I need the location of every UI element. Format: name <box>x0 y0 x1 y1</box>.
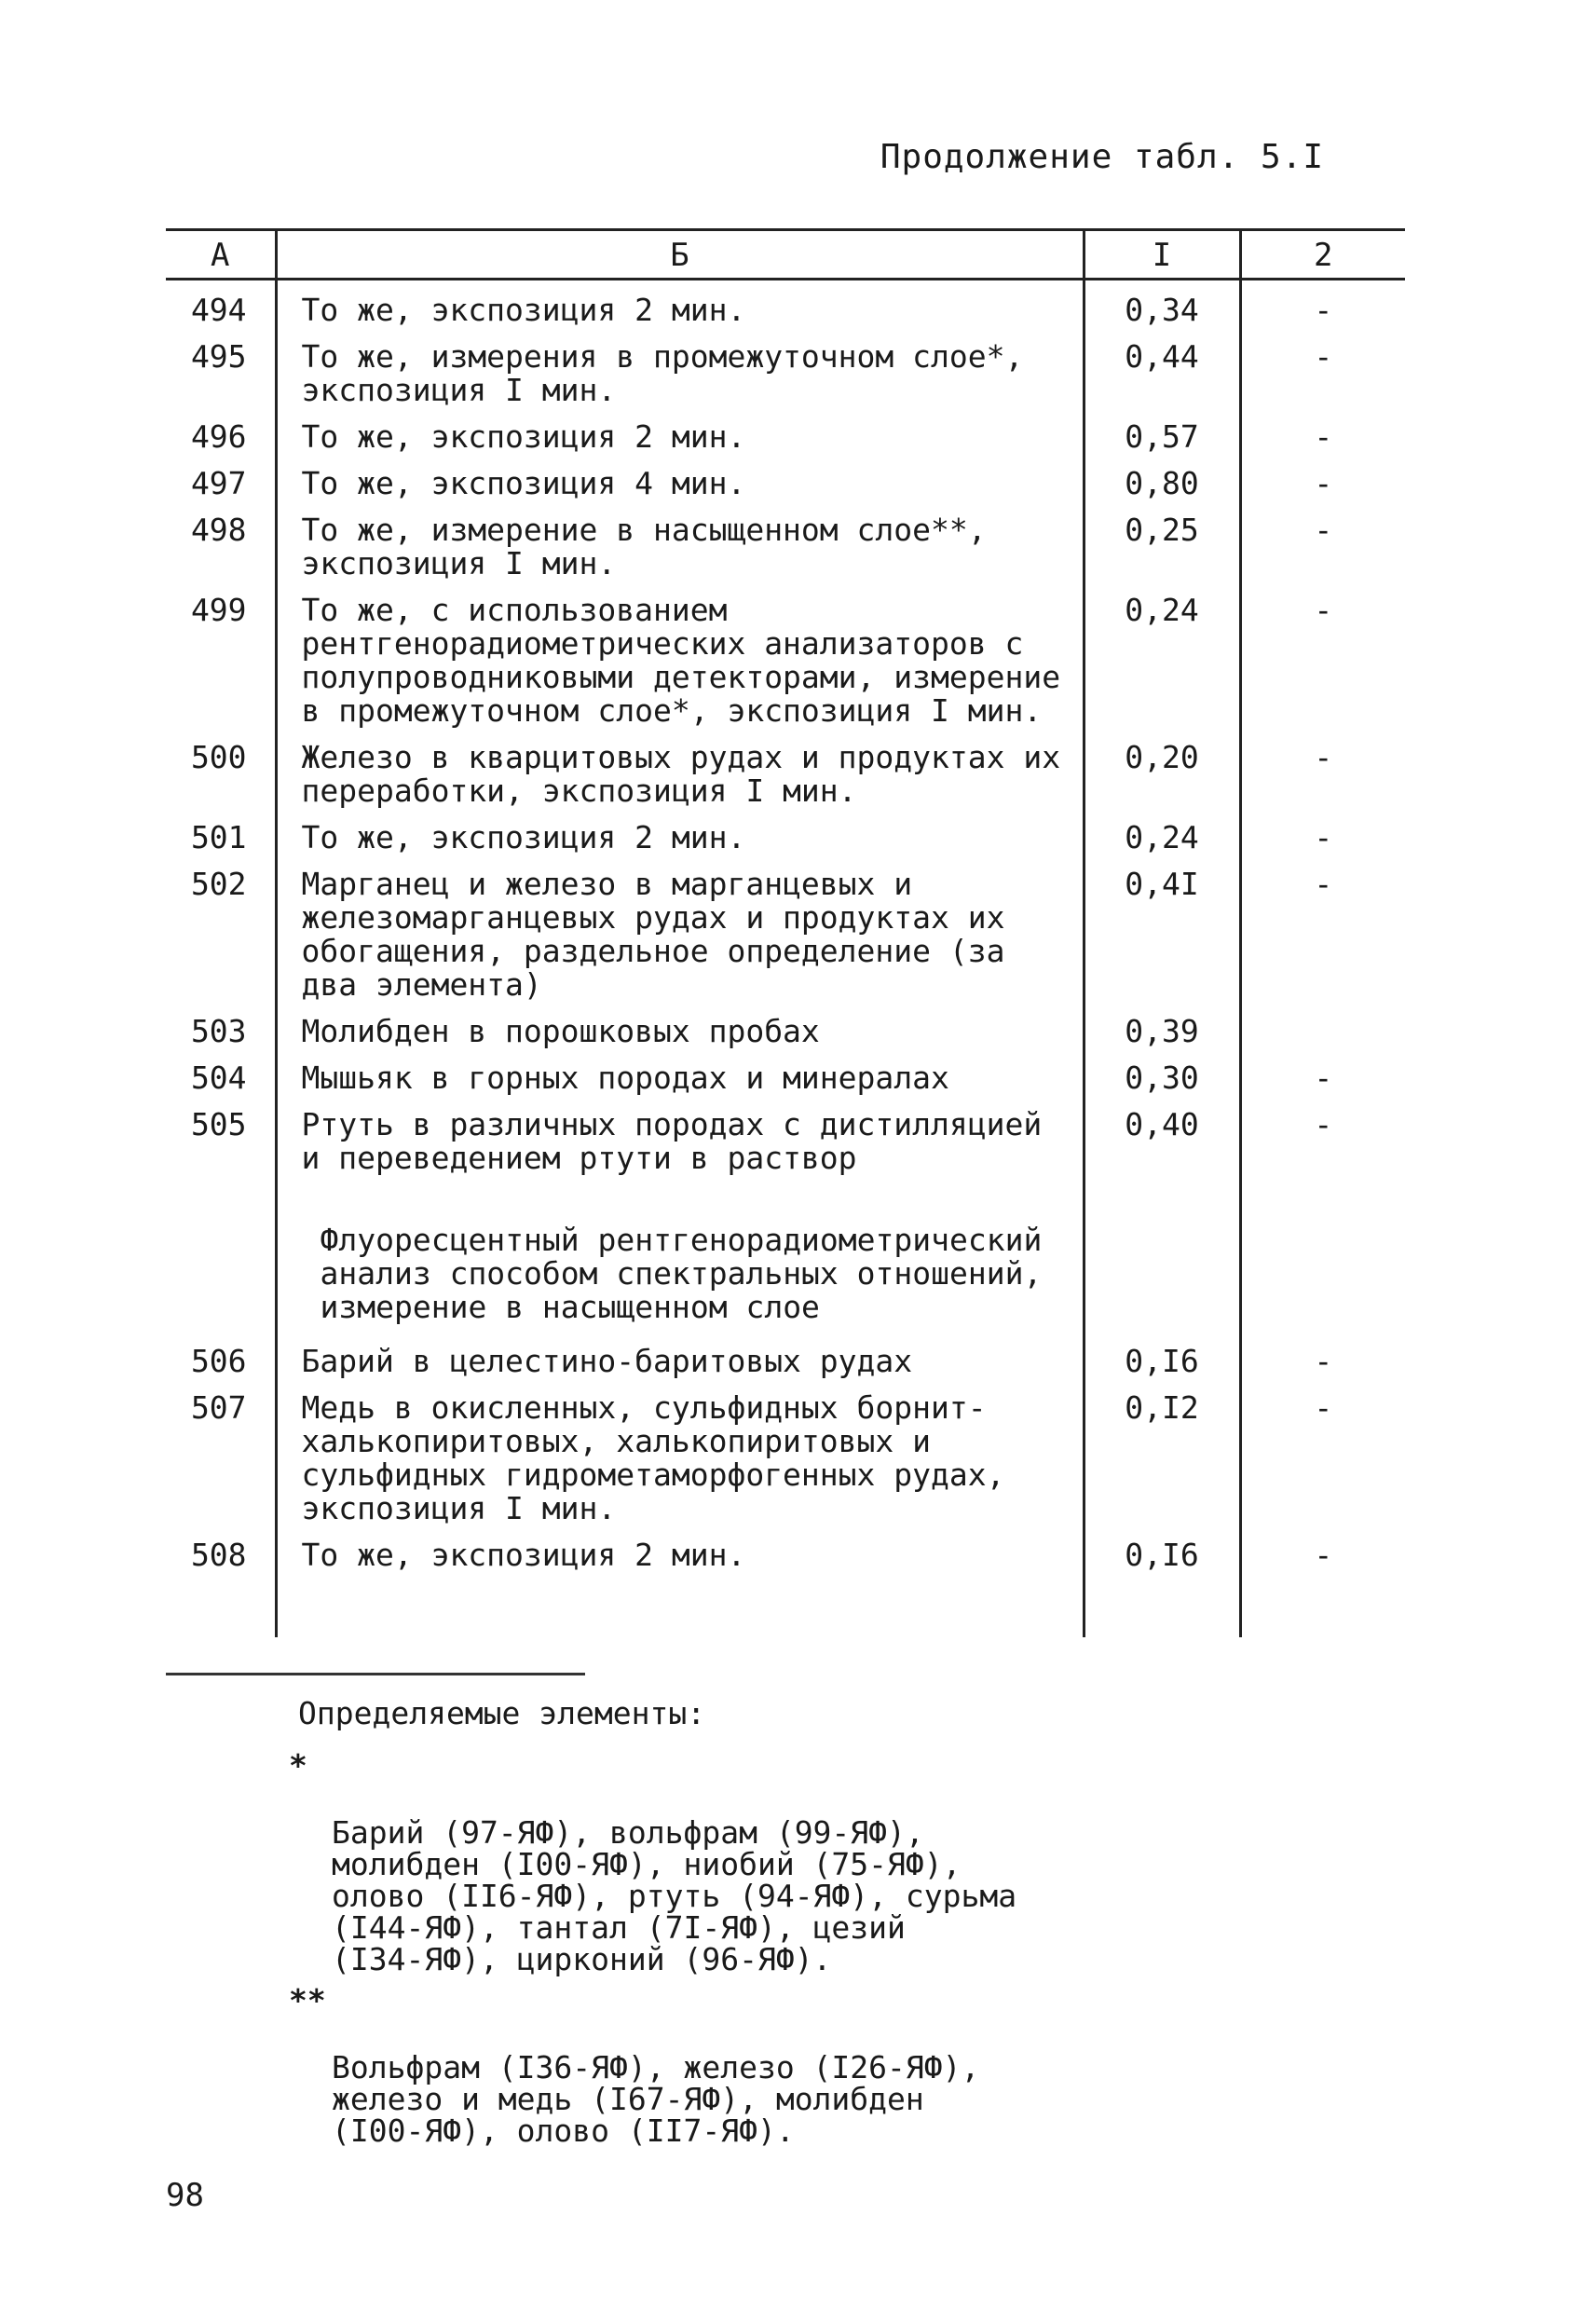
row-value-2: - <box>1240 420 1405 467</box>
table-row <box>166 280 1405 341</box>
row-value-2: - <box>1240 868 1405 1015</box>
row-value-2: - <box>1240 821 1405 868</box>
table-header-row <box>166 230 1405 280</box>
table-row <box>166 1108 1405 1188</box>
row-value-1: 0,I6 <box>1084 1538 1240 1637</box>
table-row <box>166 513 1405 594</box>
row-value-2: - <box>1240 467 1405 513</box>
section-note-row <box>166 1188 1405 1345</box>
row-number: 501 <box>190 819 247 855</box>
table-row <box>166 1538 1405 1637</box>
table-row <box>166 741 1405 821</box>
row-description: Медь в окисленных, сульфидных борнит-халькопиритовых, халькопиритовых и сульфидных гидрометаморфогенных рудах, экспозиция I мин. <box>276 1391 1084 1538</box>
row-value-1: 0,30 <box>1084 1061 1240 1108</box>
row-description: Барий в целестино-баритовых рудах <box>276 1345 1084 1391</box>
row-value-2: - <box>1240 741 1405 821</box>
row-number: 500 <box>190 739 247 775</box>
table-row <box>166 1015 1405 1061</box>
row-value-1: 0,20 <box>1084 741 1240 821</box>
footnote-text: Вольфрам (I36-ЯФ), железо (I26-ЯФ), железо и медь (I67-ЯФ), молибден (I00-ЯФ), олово (II7-ЯФ). <box>332 2049 980 2149</box>
row-value-2: - <box>1240 594 1405 741</box>
row-description: То же, экспозиция 2 мин. <box>276 280 1084 341</box>
footnotes <box>280 1695 1351 2160</box>
footnote-mark: * <box>289 1747 307 1784</box>
footnote-mark: ** <box>289 1982 326 2018</box>
row-description: То же, измерение в насыщенном слое**, экспозиция I мин. <box>276 513 1084 594</box>
row-number: 498 <box>190 512 247 548</box>
empty-cell <box>1084 1188 1240 1345</box>
column-header-2: 2 <box>1240 230 1405 280</box>
row-number: 494 <box>190 292 247 328</box>
row-value-1: 0,57 <box>1084 420 1240 467</box>
footnote-divider <box>166 1673 585 1675</box>
table-row <box>166 1345 1405 1391</box>
column-header-a: А <box>166 230 276 280</box>
row-description: То же, с использованием рентгенорадиометрических анализаторов с полупроводниковыми детекторами, измерение в промежуточном слое*, экспозиция I мин. <box>276 594 1084 741</box>
row-value-1: 0,80 <box>1084 467 1240 513</box>
data-table <box>166 228 1405 1637</box>
table-row <box>166 868 1405 1015</box>
empty-cell <box>166 1188 276 1345</box>
row-value-1: 0,24 <box>1084 594 1240 741</box>
row-value-2: - <box>1240 280 1405 341</box>
row-number: 508 <box>190 1537 247 1573</box>
row-value-1: 0,I6 <box>1084 1345 1240 1391</box>
row-description: Мышьяк в горных породах и минералах <box>276 1061 1084 1108</box>
row-value-2: - <box>1240 1538 1405 1637</box>
row-value-2 <box>1240 1015 1405 1061</box>
row-description: Железо в кварцитовых рудах и продуктах их переработки, экспозиция I мин. <box>276 741 1084 821</box>
row-description: То же, измерения в промежуточном слое*, экспозиция I мин. <box>276 340 1084 420</box>
row-description: Молибден в порошковых пробах <box>276 1015 1084 1061</box>
row-value-1: 0,4I <box>1084 868 1240 1015</box>
row-number: 495 <box>190 338 247 375</box>
row-value-2: - <box>1240 340 1405 420</box>
table-row <box>166 1061 1405 1108</box>
row-value-2: - <box>1240 1391 1405 1538</box>
table-row <box>166 420 1405 467</box>
row-value-1: 0,I2 <box>1084 1391 1240 1538</box>
row-number: 502 <box>190 866 247 902</box>
row-value-1: 0,44 <box>1084 340 1240 420</box>
page-number: 98 <box>166 2177 204 2214</box>
footnotes-title: Определяемые элементы: <box>298 1695 706 1731</box>
section-note: Флуоресцентный рентгенорадиометрический анализ способом спектральных отношений, измерение в насыщенном слое <box>276 1188 1084 1345</box>
table-row <box>166 594 1405 741</box>
column-header-b: Б <box>276 230 1084 280</box>
data-table-container <box>166 228 1405 1637</box>
row-value-1: 0,40 <box>1084 1108 1240 1188</box>
row-number: 507 <box>190 1389 247 1426</box>
row-number: 503 <box>190 1013 247 1049</box>
row-description: Марганец и железо в марганцевых и железомарганцевых рудах и продуктах их обогащения, раздельное определение (за два элемента) <box>276 868 1084 1015</box>
table-row <box>166 467 1405 513</box>
table-row <box>166 1391 1405 1538</box>
column-header-1: I <box>1084 230 1240 280</box>
row-value-1: 0,25 <box>1084 513 1240 594</box>
row-number: 505 <box>190 1106 247 1142</box>
footnote-item <box>280 1982 1351 2149</box>
row-number: 496 <box>190 418 247 455</box>
row-number: 504 <box>190 1060 247 1096</box>
row-description: То же, экспозиция 2 мин. <box>276 1538 1084 1637</box>
empty-cell <box>1240 1188 1405 1345</box>
row-description: То же, экспозиция 2 мин. <box>276 821 1084 868</box>
row-value-2: - <box>1240 1345 1405 1391</box>
footnote-item <box>280 1747 1351 1977</box>
row-number: 506 <box>190 1343 247 1379</box>
table-body <box>166 280 1405 1638</box>
row-value-1: 0,39 <box>1084 1015 1240 1061</box>
row-value-2: - <box>1240 1108 1405 1188</box>
row-value-2: - <box>1240 1061 1405 1108</box>
row-value-2: - <box>1240 513 1405 594</box>
footnote-text: Барий (97-ЯФ), вольфрам (99-ЯФ), молибден (I00-ЯФ), ниобий (75-ЯФ), олово (II6-ЯФ), ртуть (94-ЯФ), сурьма (I44-ЯФ), тантал (7I-ЯФ), цезий (I34-ЯФ), цирконий (96-ЯФ). <box>332 1814 1017 1977</box>
table-row <box>166 821 1405 868</box>
row-value-1: 0,24 <box>1084 821 1240 868</box>
table-row <box>166 340 1405 420</box>
row-number: 499 <box>190 592 247 628</box>
row-description: То же, экспозиция 2 мин. <box>276 420 1084 467</box>
row-description: То же, экспозиция 4 мин. <box>276 467 1084 513</box>
row-number: 497 <box>190 465 247 501</box>
row-description: Ртуть в различных породах с дистилляцией и переведением ртути в раствор <box>276 1108 1084 1188</box>
row-value-1: 0,34 <box>1084 280 1240 341</box>
table-continuation-caption: Продолжение табл. 5.I <box>880 138 1324 176</box>
